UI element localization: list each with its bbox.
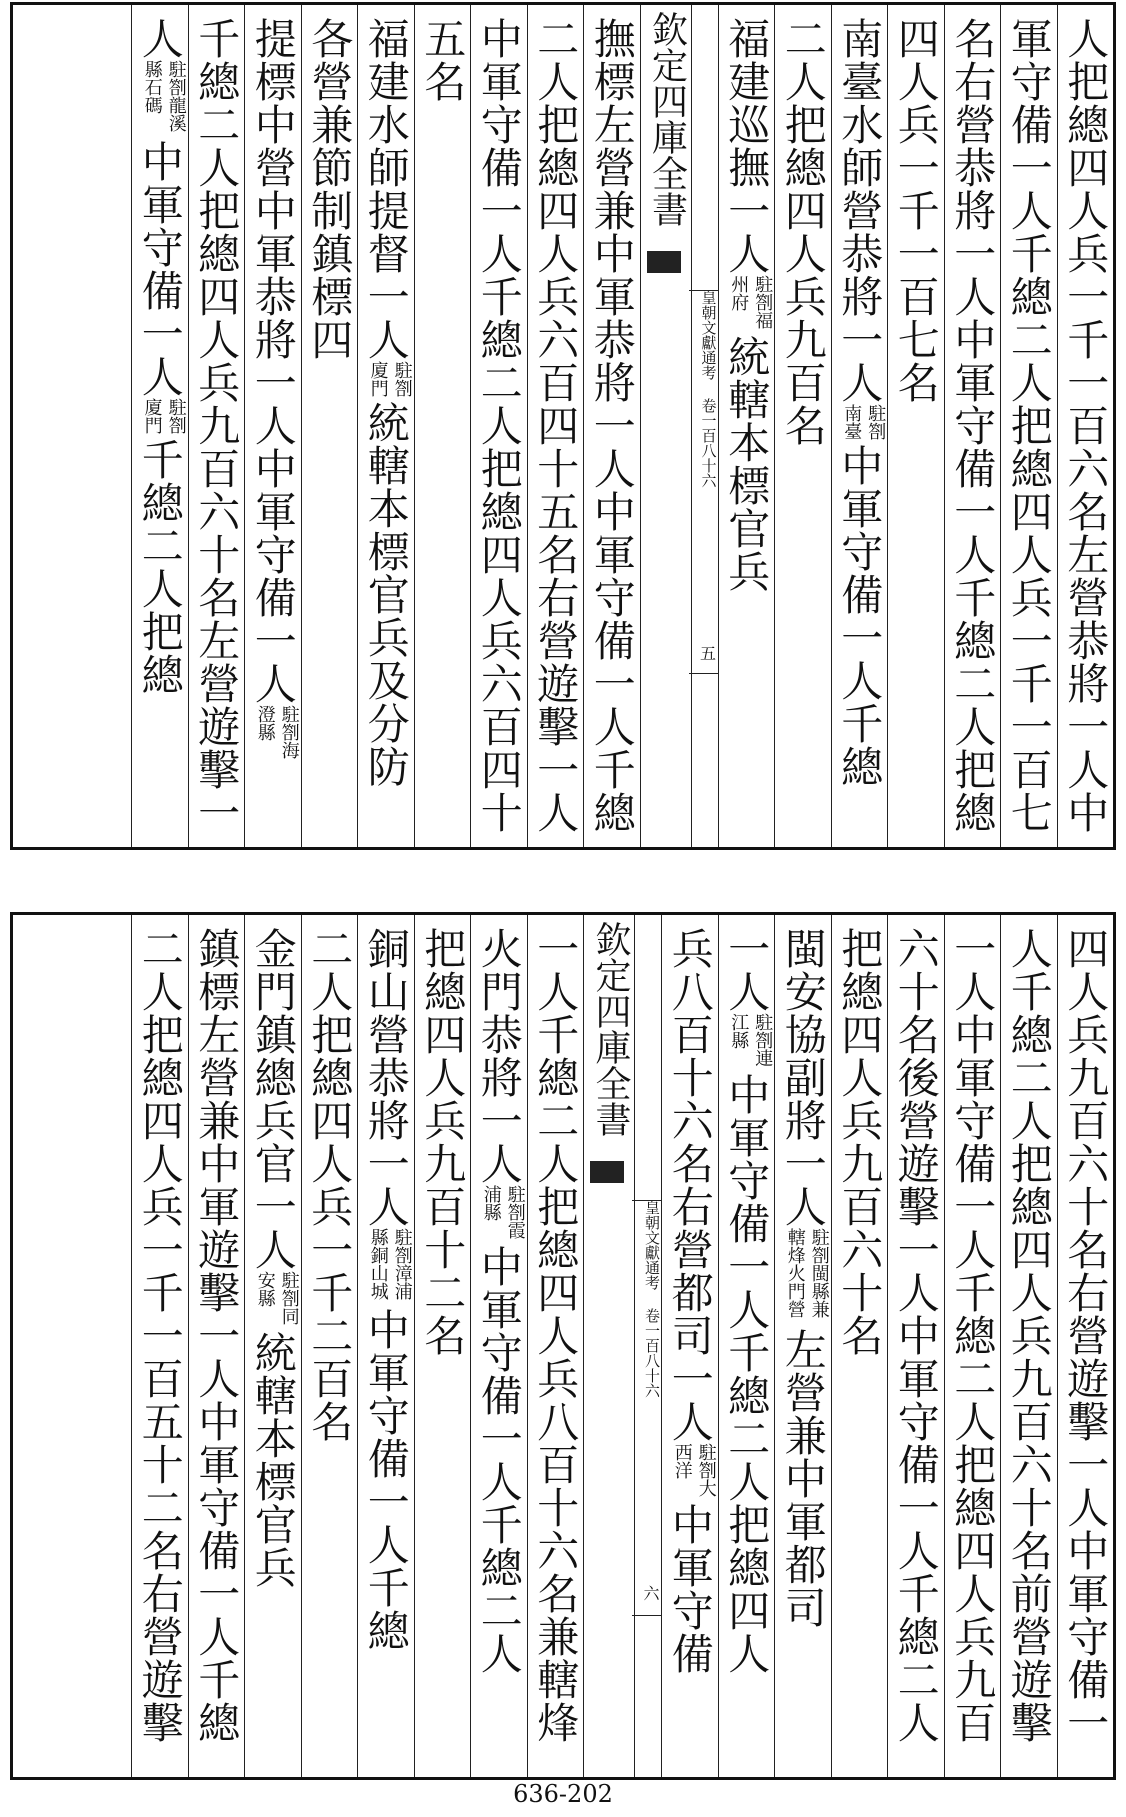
annotation-note: 駐劄 廈門 [141, 398, 187, 434]
text-run: 四人兵九百六十名右營遊擊一人中軍守備一 [1061, 927, 1111, 1744]
text-run: 統轄本標官兵及分防 [361, 401, 411, 788]
top-left-col-1 [583, 5, 640, 847]
text-line [720, 927, 772, 1675]
text-line [416, 927, 468, 1357]
text-run: 中軍守備一人千總二人 [474, 1245, 524, 1675]
bottom-right-col-3 [944, 915, 1001, 1777]
bottom-left-col-7 [188, 915, 245, 1777]
top-fishtail-mark [647, 251, 681, 273]
text-line [473, 927, 525, 1675]
text-run: 鎮標左營兼中軍遊擊一人中軍守備一人千總 [192, 927, 242, 1744]
text-run: 一人 [722, 927, 772, 1013]
page-panel-top [10, 2, 1116, 850]
top-source-title: 皇朝文獻通考 卷一百八十六 [699, 290, 718, 488]
bottom-left-col-6 [244, 915, 301, 1777]
top-left-col-8 [188, 5, 245, 847]
text-run: 千總二人把總四人兵九百六十名左營遊擊一 [192, 17, 242, 834]
annotation-note: 駐劄 南臺 [841, 404, 887, 440]
text-run: 把總四人兵九百六十名 [835, 927, 885, 1357]
text-run: 火門恭將一人 [474, 927, 524, 1185]
annotation-note: 駐劄龍溪 縣石碼 [141, 60, 187, 132]
text-line [473, 17, 525, 834]
text-run: 各營兼節制鎮標四 [305, 17, 355, 361]
text-line [946, 17, 998, 834]
text-run: 一人中軍守備一人千總二人把總四人兵九百 [948, 927, 998, 1744]
text-line [586, 17, 638, 834]
top-right-col-2 [1000, 5, 1057, 847]
text-line [1059, 17, 1111, 834]
annotation-note: 駐劄同 安縣 [254, 1271, 300, 1325]
bottom-left-col-2 [470, 915, 527, 1777]
top-right-col-1 [1057, 5, 1114, 847]
top-right-col-7 [718, 5, 775, 847]
top-book-title: 欽定四庫全書 [646, 11, 688, 227]
annotation-note: 駐劄福 州府 [728, 275, 774, 329]
text-run: 六十名後營遊擊一人中軍守備一人千總二人 [891, 927, 941, 1744]
text-line [247, 927, 299, 1589]
bottom-fishtail-mark [590, 1161, 624, 1183]
text-run: 二人把總四人兵六百四十五名右營遊擊一人 [531, 17, 581, 834]
annotation-note: 駐劄霞 浦縣 [480, 1185, 526, 1239]
text-run: 二人把總四人兵一千二百名 [305, 927, 355, 1443]
bottom-book-title: 欽定四庫全書 [590, 921, 631, 1137]
top-margin-hr [689, 673, 719, 674]
text-run: 千總二人把總 [135, 438, 185, 696]
top-right-col-5 [831, 5, 888, 847]
text-run: 二人把總四人兵一千一百五十二名右營遊擊 [135, 927, 185, 1744]
text-run: 福建水師提督一人 [361, 17, 411, 361]
text-run: 統轄本標官兵 [248, 1331, 298, 1589]
text-run: 銅山營恭將一人 [361, 927, 411, 1228]
page-footer-number: 636-202 [513, 1780, 613, 1808]
bottom-right-col-6 [774, 915, 831, 1777]
annotation-note: 駐劄漳浦 縣銅山城 [367, 1228, 413, 1300]
annotation-note: 駐劄閩縣兼 轄烽火門營 [784, 1228, 830, 1318]
text-run: 福建巡撫一人 [722, 17, 772, 275]
annotation-note: 駐劄大 西洋 [671, 1443, 717, 1497]
text-run: 軍守備一人千總二人把總四人兵一千一百七 [1004, 17, 1054, 834]
bottom-source-title: 皇朝文獻通考 卷一百八十六 [643, 1200, 661, 1398]
text-line [190, 17, 242, 834]
top-left-col-9 [131, 5, 188, 847]
top-left-col-5 [357, 5, 414, 847]
bottom-left-col-5 [301, 915, 358, 1777]
text-line [777, 17, 829, 447]
text-line [833, 17, 885, 788]
bottom-right-col-4 [887, 915, 944, 1777]
text-run: 五名 [418, 17, 468, 103]
text-run: 金門鎮總兵官一人 [248, 927, 298, 1271]
text-run: 中軍守備一人千總二人把總四人兵六百四十 [474, 17, 524, 834]
text-run: 撫標左營兼中軍恭將一人中軍守備一人千總 [587, 17, 637, 834]
text-line [303, 17, 355, 361]
text-line [664, 927, 716, 1675]
text-run: 人千總二人把總四人兵九百六十名前營遊擊 [1004, 927, 1054, 1744]
text-line [247, 17, 299, 765]
text-line [303, 927, 355, 1443]
text-line [1003, 17, 1055, 834]
top-left-col-4 [414, 5, 471, 847]
text-run: 提標中營中軍恭將一人中軍守備一人 [248, 17, 298, 705]
bottom-margin-hr [632, 1200, 662, 1201]
annotation-note: 駐劄 廈門 [367, 361, 413, 397]
text-run: 中軍守備一人千總 [361, 1308, 411, 1652]
text-run: 人把總四人兵一千一百六名左營恭將一人中 [1061, 17, 1111, 834]
text-line [720, 17, 772, 593]
text-line [190, 927, 242, 1744]
top-left-col-2 [527, 5, 584, 847]
text-line [1059, 927, 1111, 1744]
text-run: 中軍守備一人千總二人把總四人 [722, 1073, 772, 1675]
text-run: 南臺水師營恭將一人 [835, 17, 885, 404]
text-line [416, 17, 468, 103]
text-run: 中軍守備一人 [135, 140, 185, 398]
bottom-right-col-1 [1057, 915, 1114, 1777]
annotation-note: 駐劄海 澄縣 [254, 705, 300, 759]
text-run: 左營兼中軍都司 [778, 1328, 828, 1629]
text-run: 人 [135, 17, 185, 60]
text-line [833, 927, 885, 1357]
annotation-note: 駐劄連 江縣 [728, 1013, 774, 1067]
bottom-left-col-3 [414, 915, 471, 1777]
text-line [946, 927, 998, 1744]
bottom-left-col-8 [131, 915, 188, 1777]
text-line [360, 17, 412, 788]
bottom-center-margin [583, 915, 661, 1777]
text-line [890, 927, 942, 1744]
bottom-right-col-2 [1000, 915, 1057, 1777]
text-run: 把總四人兵九百十二名 [418, 927, 468, 1357]
text-run: 名右營恭將一人中軍守備一人千總二人把總 [948, 17, 998, 834]
top-page-number: 五 [697, 645, 717, 661]
text-line [777, 927, 829, 1629]
text-line [529, 927, 581, 1744]
text-run: 兵八百十六名右營都司一人 [665, 927, 715, 1443]
text-run: 閩安協副將一人 [778, 927, 828, 1228]
top-right-col-6 [774, 5, 831, 847]
text-run: 中軍守備 [665, 1503, 715, 1675]
bottom-right-col-7 [718, 915, 775, 1777]
bottom-left-col-4 [357, 915, 414, 1777]
text-line [1003, 927, 1055, 1744]
top-left-col-7 [244, 5, 301, 847]
text-run: 統轄本標官兵 [722, 335, 772, 593]
top-margin-hr [689, 290, 719, 291]
text-line [134, 17, 186, 696]
bottom-left-col-1 [527, 915, 584, 1777]
top-right-col-3 [944, 5, 1001, 847]
text-line [890, 17, 942, 404]
text-line [134, 927, 186, 1744]
page-panel-bottom [10, 912, 1116, 1780]
bottom-right-col-8 [661, 915, 718, 1777]
text-run: 一人千總二人把總四人兵八百十六名兼轄烽 [531, 927, 581, 1744]
bottom-margin-hr [632, 1615, 662, 1616]
top-left-col-6 [301, 5, 358, 847]
text-run: 四人兵一千一百七名 [891, 17, 941, 404]
text-line [360, 927, 412, 1652]
text-line [529, 17, 581, 834]
bottom-page-number: 六 [641, 1585, 660, 1601]
bottom-right-col-5 [831, 915, 888, 1777]
text-run: 中軍守備一人千總 [835, 444, 885, 788]
text-run: 二人把總四人兵九百名 [778, 17, 828, 447]
top-right-col-4 [887, 5, 944, 847]
top-center-margin [640, 5, 718, 847]
top-left-col-3 [470, 5, 527, 847]
